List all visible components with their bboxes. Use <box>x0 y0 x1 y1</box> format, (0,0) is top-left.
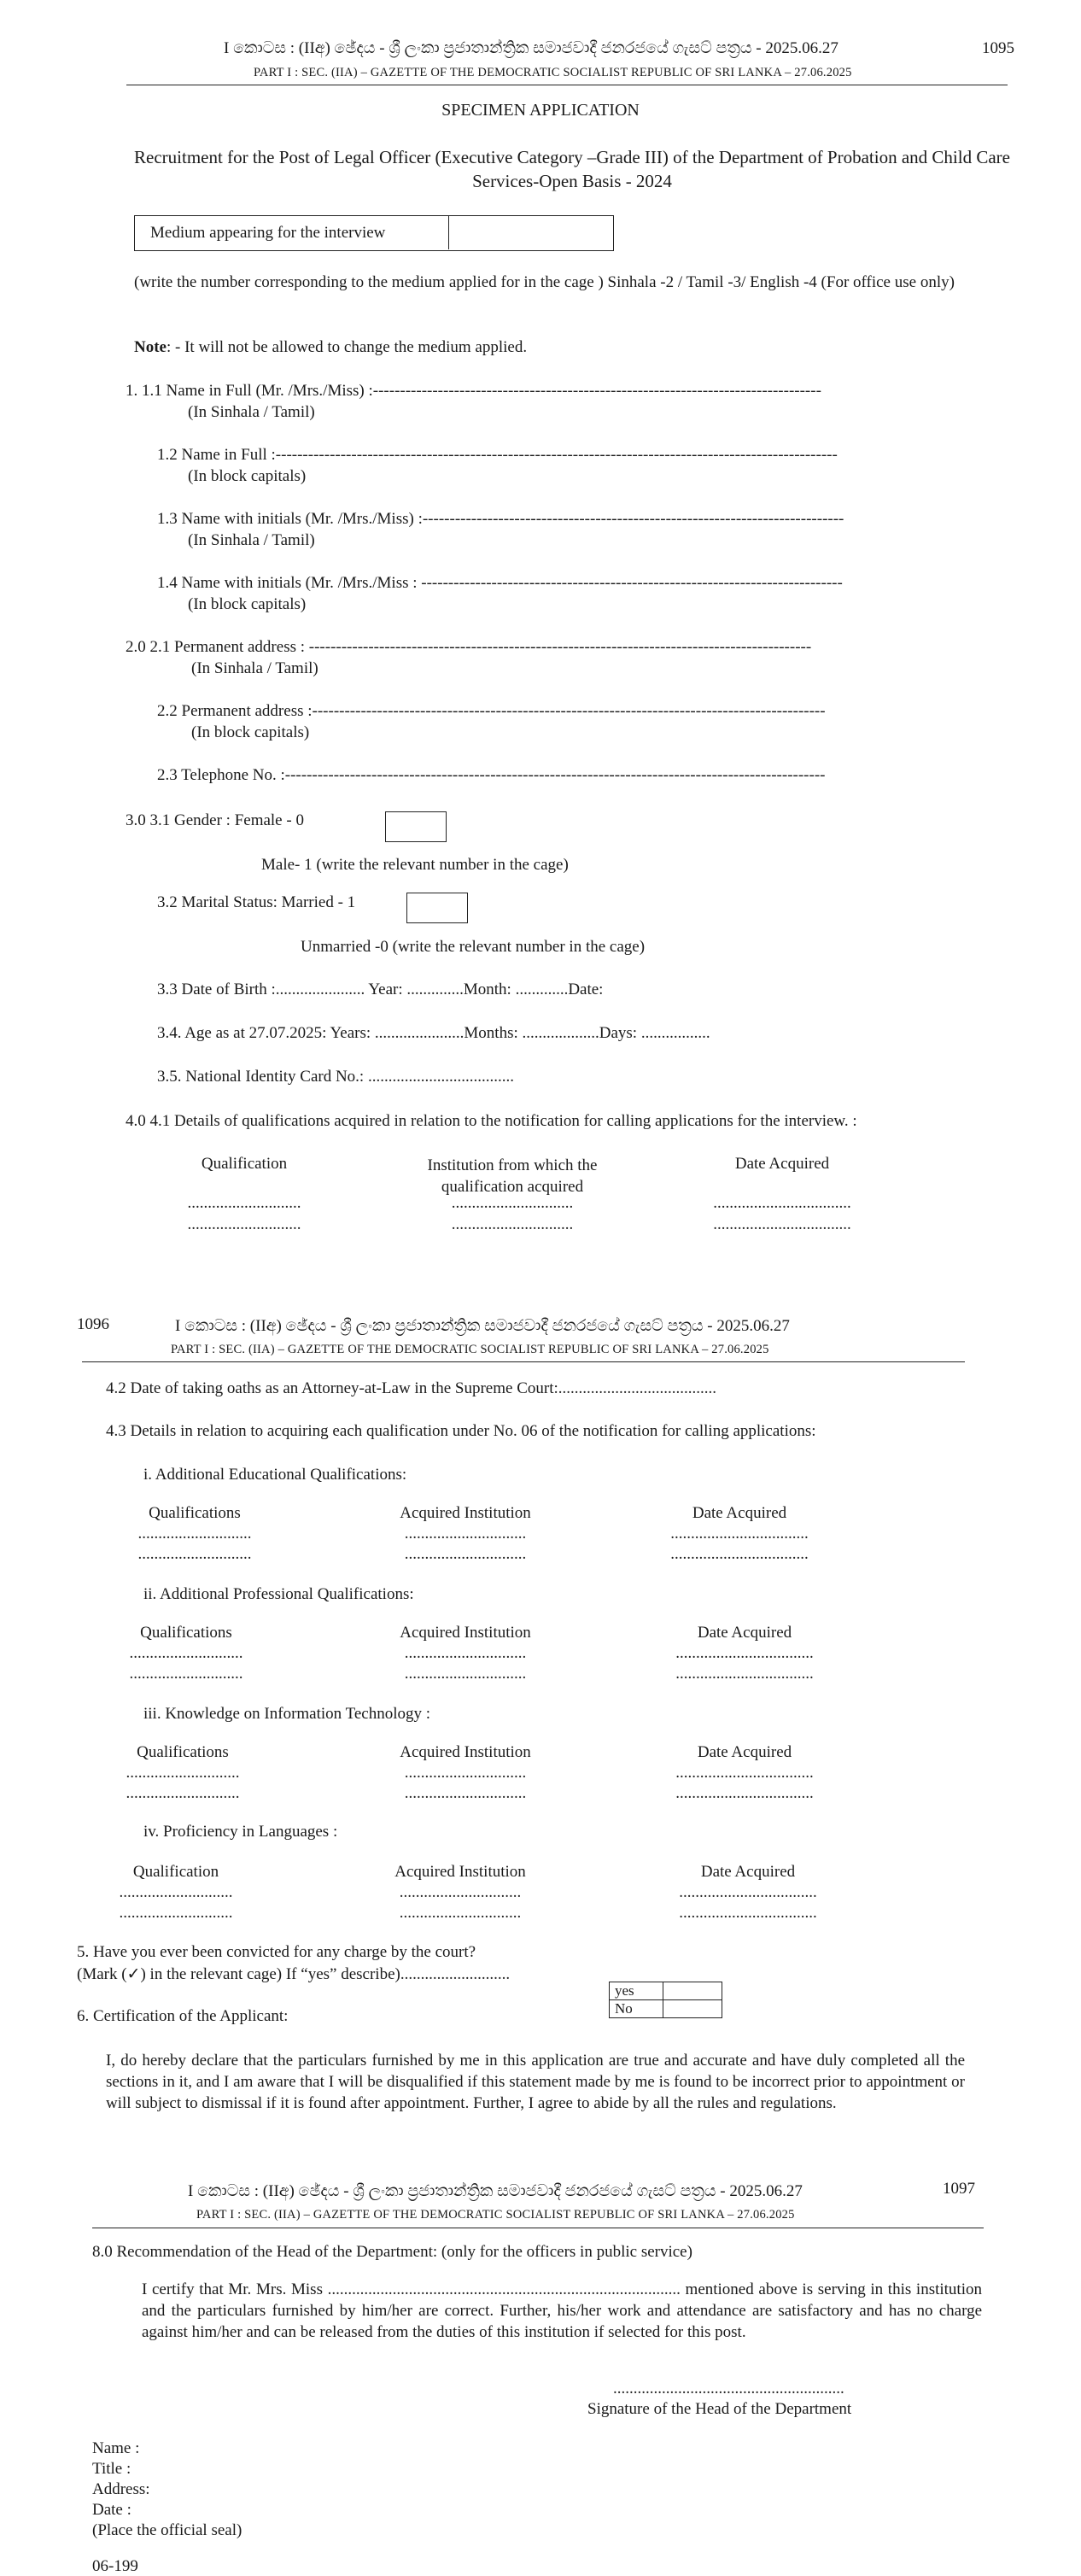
document-subtitle: Recruitment for the Post of Legal Officer (Executive Category –Grade III) of the Department of Probation and Child Care Services-Open Basis - 2024 <box>134 147 1010 191</box>
signature-label: Signature of the Head of the Department <box>587 2400 852 2418</box>
medium-instruction: (write the number corresponding to the medium applied for in the cage ) Sinhala -2 / Tamil -3/ English -4 (For office use only) <box>134 273 955 291</box>
col-header: Qualifications <box>137 1743 229 1761</box>
header-rule <box>82 1361 965 1362</box>
page-number: 1096 <box>77 1315 109 1333</box>
page-header-sinhala: I කොටස : (IIඅ) ඡේදය - ශ්‍රී ලංකා ප්‍රජාතාන්ත්‍රික සමාජවාදී ජනරජයේ ගැසට් පත්‍රය - 2025.06.27 <box>188 2182 803 2200</box>
certify-statement: I certify that Mr. Mrs. Miss ....................................................................................... mentioned above is serving in this institution and the particulars furnished by him/her are correct. Further, his/her work and attendance are satisfactory and has no charge against him/her and can be released from the duties of this institution if selected for this post. <box>142 2280 982 2341</box>
dots: .............................. <box>399 1883 522 1901</box>
page-number: 1097 <box>943 2180 975 2198</box>
no-label: No <box>610 2000 663 2018</box>
iv-col-inst <box>362 1862 558 1923</box>
dots: .............................. <box>399 1904 522 1922</box>
dots: .................................. <box>675 1764 814 1782</box>
col-header: Acquired Institution <box>394 1863 526 1881</box>
sub-ii: ii. Additional Professional Qualifications: <box>143 1585 414 1603</box>
dots: .................................. <box>675 1644 814 1662</box>
q3-2: 3.2 Marital Status: Married - 1 <box>157 893 356 911</box>
dots: .................................. <box>675 1784 814 1802</box>
page-header-sinhala: I කොටස : (IIඅ) ඡේදය - ශ්‍රී ලංකා ප්‍රජාතාන්ත්‍රික සමාජවාදී ජනරජයේ ගැසට් පත්‍රය - 2025.06.27 <box>224 39 839 57</box>
dots: .............................. <box>451 1194 574 1212</box>
iv-col-date <box>663 1862 833 1923</box>
q5-line1: 5. Have you ever been convicted for any charge by the court? <box>77 1943 476 1961</box>
dots: .................................. <box>679 1883 817 1901</box>
dots: ............................ <box>137 1525 252 1543</box>
q2-2: 2.2 Permanent address :----------------------------------------------------------------------------------------------- <box>157 702 826 720</box>
col-header: Date Acquired <box>697 1624 792 1642</box>
iv-col-qual <box>91 1862 261 1923</box>
page-header-sinhala: I කොටස : (IIඅ) ඡේදය - ශ්‍රී ලංකා ප්‍රජාතාන්ත්‍රික සමාජවාදී ජනරජයේ ගැසට් පත්‍රය - 2025.06.27 <box>175 1317 790 1335</box>
dots: .................................. <box>675 1665 814 1683</box>
page-number: 1095 <box>982 39 1014 57</box>
medium-cage[interactable] <box>448 215 613 249</box>
iii-col-inst <box>367 1742 564 1804</box>
col-institution-line1: Institution from which the <box>427 1156 598 1174</box>
document-title: SPECIMEN APPLICATION <box>441 101 640 120</box>
q2-3: 2.3 Telephone No. :---------------------------------------------------------------------------------------------------- <box>157 766 826 784</box>
gender-cage[interactable] <box>385 811 447 842</box>
iii-col-date <box>659 1742 830 1804</box>
dots: .............................. <box>451 1215 574 1233</box>
i-col-qual <box>109 1503 280 1565</box>
q1-4: 1.4 Name with initials (Mr. /Mrs./Miss : ------------------------------------------------------------------------------ <box>157 574 843 592</box>
medium-label: Medium appearing for the interview <box>150 224 386 242</box>
col-header: Qualifications <box>140 1624 232 1642</box>
q1-1-sub: (In Sinhala / Tamil) <box>188 403 315 421</box>
dots: .............................. <box>404 1545 527 1563</box>
q2-1-sub: (In Sinhala / Tamil) <box>191 659 318 677</box>
q1-2-sub: (In block capitals) <box>188 467 307 485</box>
dots: .................................. <box>670 1525 809 1543</box>
col-header: Date Acquired <box>692 1504 787 1522</box>
ii-col-qual <box>101 1623 272 1684</box>
q1-2: 1.2 Name in Full :-------------------------------------------------------------------------------------------------------- <box>157 446 838 464</box>
q4-1: 4.0 4.1 Details of qualifications acquired in relation to the notification for calling applications for the interview. : <box>126 1112 857 1130</box>
seal-note: (Place the official seal) <box>92 2521 242 2539</box>
page-header-english: PART I : SEC. (IIA) – GAZETTE OF THE DEMOCRATIC SOCIALIST REPUBLIC OF SRI LANKA – 27.06.2025 <box>254 66 852 79</box>
q4-1-dots-qual <box>159 1192 330 1235</box>
col-header: Acquired Institution <box>400 1624 531 1642</box>
marital-cage[interactable] <box>406 893 468 923</box>
q1-3: 1.3 Name with initials (Mr. /Mrs./Miss) :------------------------------------------------------------------------------ <box>157 510 844 528</box>
dots: ............................ <box>137 1545 252 1563</box>
q3-3: 3.3 Date of Birth :...................... Year: ..............Month: .............Date: <box>157 981 604 998</box>
dots: .................................. <box>679 1904 817 1922</box>
dots: .............................. <box>404 1764 527 1782</box>
q4-2: 4.2 Date of taking oaths as an Attorney-at-Law in the Supreme Court:....................................... <box>106 1379 717 1397</box>
dots: .................................. <box>670 1545 809 1563</box>
col-header: Qualification <box>132 1863 219 1881</box>
dots: ............................ <box>126 1784 240 1802</box>
q1-1: 1. 1.1 Name in Full (Mr. /Mrs./Miss) :----------------------------------------------------------------------------------- <box>126 382 821 400</box>
note <box>134 338 527 357</box>
page-header-english: PART I : SEC. (IIA) – GAZETTE OF THE DEMOCRATIC SOCIALIST REPUBLIC OF SRI LANKA – 27.06.2025 <box>196 2208 795 2222</box>
q2-1: 2.0 2.1 Permanent address : --------------------------------------------------------------------------------------------- <box>126 638 812 656</box>
dots: .............................. <box>404 1665 527 1683</box>
dots: ............................ <box>129 1644 243 1662</box>
dots: .................................. <box>713 1215 851 1233</box>
q4-1-dots-inst <box>427 1192 598 1235</box>
q3-2-unmarried: Unmarried -0 (write the relevant number in the cage) <box>301 938 646 956</box>
col-header: Acquired Institution <box>400 1743 531 1761</box>
dots: ............................ <box>126 1764 240 1782</box>
q8: 8.0 Recommendation of the Head of the Department: (only for the officers in public service) <box>92 2243 692 2261</box>
q1-4-sub: (In block capitals) <box>188 595 307 613</box>
col-header: Acquired Institution <box>400 1504 531 1522</box>
col-date <box>697 1155 868 1174</box>
note-text: : - It will not be allowed to change the medium applied. <box>166 338 528 356</box>
yes-cage[interactable] <box>663 1982 722 2000</box>
q3-5: 3.5. National Identity Card No.: .................................... <box>157 1068 514 1086</box>
dots: ............................ <box>119 1883 233 1901</box>
q3-1-male: Male- 1 (write the relevant number in the cage) <box>261 856 569 874</box>
sub-iv: iv. Proficiency in Languages : <box>143 1823 338 1841</box>
col-institution <box>397 1155 628 1197</box>
no-cage[interactable] <box>663 2000 722 2018</box>
note-label: Note <box>134 338 167 356</box>
q2-2-sub: (In block capitals) <box>191 723 310 741</box>
dots: ............................ <box>129 1665 243 1683</box>
dots: ............................ <box>187 1215 301 1233</box>
q6: 6. Certification of the Applicant: <box>77 2007 289 2025</box>
date-line: Date : <box>92 2501 131 2519</box>
q4-3: 4.3 Details in relation to acquiring each qualification under No. 06 of the notification for calling applications: <box>106 1422 816 1440</box>
col-header: Date Acquired <box>697 1743 792 1761</box>
dots: .............................. <box>404 1644 527 1662</box>
signature-dots: ......................................................... <box>613 2380 844 2397</box>
col-date-label: Date Acquired <box>734 1155 830 1173</box>
ii-col-inst <box>367 1623 564 1684</box>
page-header-english: PART I : SEC. (IIA) – GAZETTE OF THE DEMOCRATIC SOCIALIST REPUBLIC OF SRI LANKA – 27.06.2025 <box>171 1343 769 1356</box>
title-line: Title : <box>92 2460 131 2478</box>
reference-number: 06-199 <box>92 2557 138 2575</box>
col-header: Qualifications <box>149 1504 241 1522</box>
dots: .............................. <box>404 1784 527 1802</box>
ii-col-date <box>659 1623 830 1684</box>
q3-4: 3.4. Age as at 27.07.2025: Years: ......................Months: ...................Days: ................. <box>157 1024 710 1042</box>
q5-line2: (Mark (✓) in the relevant cage) If “yes” describe)........................... <box>77 1965 511 1983</box>
sub-iii: iii. Knowledge on Information Technology : <box>143 1705 431 1723</box>
dots: ............................ <box>187 1194 301 1212</box>
col-institution-line2: qualification acquired <box>441 1178 584 1196</box>
declaration: I, do hereby declare that the particulars furnished by me in this application are true and accurate and have duly completed all the sections in it, and I am aware that I will be disqualified if this statement made by me is found to be incorrect prior to appointment or will subject to dismissal if it is found after appointment. Further, I agree to abide by all the rules and regulations. <box>106 2052 965 2112</box>
q3-1: 3.0 3.1 Gender : Female - 0 <box>126 811 304 829</box>
q1-3-sub: (In Sinhala / Tamil) <box>188 531 315 549</box>
yes-label: yes <box>610 1982 663 2000</box>
i-col-inst <box>367 1503 564 1565</box>
iii-col-qual <box>97 1742 268 1804</box>
col-qualification-label: Qualification <box>201 1155 288 1173</box>
name-line: Name : <box>92 2439 140 2457</box>
conviction-cage <box>609 1982 722 2018</box>
address-line: Address: <box>92 2480 150 2498</box>
i-col-date <box>654 1503 825 1565</box>
col-header: Date Acquired <box>700 1863 796 1881</box>
dots: ............................ <box>119 1904 233 1922</box>
dots: .............................. <box>404 1525 527 1543</box>
dots: .................................. <box>713 1194 851 1212</box>
sub-i: i. Additional Educational Qualifications: <box>143 1466 407 1484</box>
q4-1-dots-date <box>697 1192 868 1235</box>
col-qualification <box>159 1155 330 1174</box>
